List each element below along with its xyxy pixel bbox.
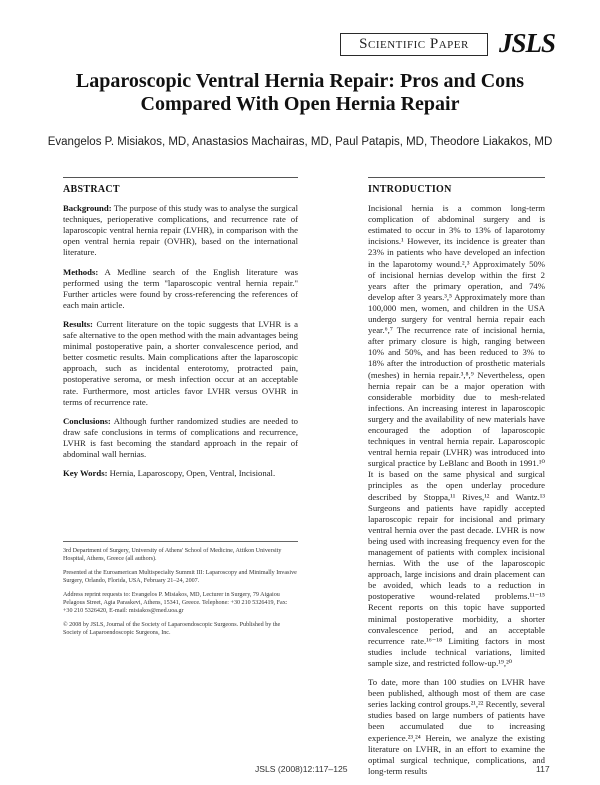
results-text: Current literature on the topic suggests that LVHR is a safe alternative to the open method with the main advantages being minimal postoperative pain, a shorter convalescence period, and better cosmetic results. Main complications after the laparoscopic approach, such as incidental enterotomy, protracted pain, postoperative seroma, or mesh infection occur at an acceptable rate. Furthermore, most articles favor LVHR versus OVHR in terms of recurrence rate. [63,318,298,407]
abstract-results [63,319,298,408]
introduction-paragraph-1: Incisional hernia is a common long-term complication of abdominal surgery and is estimated to occur in 3% to 13% of laparotomy incisions.¹ However, its incidence is greater than 23% in patients who have developed an infection in the laparotomy wound.²,³ Approximately 50% of incisional hernias develop within the first 2 years after the primary operation, and 74% develop after 3 years.³,⁵ Approximately more than 100,000 men, women, and children in the USA undergo surgery for ventral hernia repair each year.⁶,⁷ The recurrence rate of incisional hernia, after primary closure is high, ranging between 10% and 50%, and has been reduced to 3% to 18% after the introduction of prosthetic materials (meshes) in hernia repair.³,⁸,⁹ Nevertheless, open hernia repair can be a major operation with considerable morbidity due to mesh-related infections. An increasing interest in laparoscopic surgery and the availability of new materials have encouraged the adoption of laparoscopic techniques in ventral hernia repair. Laparoscopic ventral hernia repair (LVHR) was introduced into surgical practice by LeBlanc and Booth in 1991.¹⁰ It is based on the same physical and surgical principles as the open underlay procedure described by Stoppa,¹¹ Rives,¹² and Wantz.¹³ Surgeons and patients have rapidly accepted laparoscopic repair for incisional and primary ventral hernia over the past decade. LVHR is now being used with increasing frequency even for the management of patients with complex incisional hernias. With the use of the laparoscopic approach, large incisions and drain placement can be avoided, which leads to a reduction in postoperative wound-related problems.¹¹⁻¹⁵ Recent reports on this topic have supported minimal postoperative morbidity, a shorter convalescence period, and an acceptable recurrence rate.¹⁶⁻¹⁸ Limiting factors in most studies include technical variations, limited sample size, and restricted follow-up.¹⁹,²⁰ [368,203,545,668]
footnotes [63,547,298,643]
results-label: Results: [63,318,93,329]
author-list: Evangelos P. Misiakos, MD, Anastasios Machairas, MD, Paul Patapis, MD, Theodore Liakakos, MD [47,136,553,148]
footnote-affiliation: 3rd Department of Surgery, University of Athens' School of Medicine, Attikon University Hospital, Athens, Greece (all authors). [63,548,282,562]
abstract-background [63,203,298,258]
paper-title: Laparoscopic Ventral Hernia Repair: Pros and Cons Compared With Open Hernia Repair [75,70,525,115]
abstract-column [63,184,298,487]
footnote-presented: Presented at the Euroamerican Multispecialty Summit III: Laparoscopy and Minimally Invasive Surgery, Orlando, Florida, USA, February 21–24, 2007. [63,570,297,584]
methods-label: Methods: [63,266,99,277]
introduction-divider [368,177,545,178]
footnote-copyright: © 2008 by JSLS, Journal of the Society of Laparoendoscopic Surgeons. Published by the Society of Laparoendoscopic Surgeons, Inc. [63,622,281,636]
abstract-conclusions [63,416,298,460]
conclusions-label: Conclusions: [63,415,111,426]
keywords-text: Hernia, Laparoscopy, Open, Ventral, Incisional. [109,468,276,479]
footer-citation: JSLS (2008)12:117–125 [255,764,348,774]
background-text: The purpose of this study was to analyse the surgical techniques, perioperative complications, and recurrence rate of laparoscopic ventral hernia repair (LVHR), in comparison with the open ventral hernia repair (OVHR), based on the international literature. [63,203,298,258]
footnote-divider [63,541,298,542]
methods-text: A Medline search of the English literature was performed using the term "laparoscopic ventral hernia repair." Further articles were found by cross-referencing the references of each main article. [63,266,298,310]
introduction-heading: INTRODUCTION [368,184,452,195]
introduction-column [368,184,545,777]
page-number: 117 [536,764,550,774]
conclusions-text: Although further randomized studies are needed to draw safe conclusions in terms of complications and recurrence, LVHR is fast becoming the standard approach in the repair of abdominal wall hernias. [63,415,298,459]
abstract-methods [63,267,298,311]
abstract-keywords [63,468,298,479]
section-label: Scientific Paper [340,33,488,56]
abstract-heading: ABSTRACT [63,184,120,195]
keywords-label: Key Words: [63,468,108,479]
abstract-divider [63,177,298,178]
journal-logo: JSLS [499,28,556,58]
footnote-reprints: Address reprint requests to: Evangelos P. Misiakos, MD, Lecturer in Surgery, 79 Aigaiou Pelagous Street, Agia Paraskevi, Athens, 15341, Greece. Telephone: +30 210 5326419, Fax: +30 210 5326420, E-mail: misiakos@med.uoa.gr [63,592,288,614]
introduction-paragraph-2: To date, more than 100 studies on LVHR have been published, although most of them are case series lacking control groups.²¹,²² Recently, several studies based on large numbers of patients have been accumulated due to increasing experience.²³,²⁴ Herein, we analyze the existing literature on LVHR, in an effort to examine the optimal surgical technique, complications, and long-term results [368,677,545,776]
background-label: Background: [63,203,112,214]
